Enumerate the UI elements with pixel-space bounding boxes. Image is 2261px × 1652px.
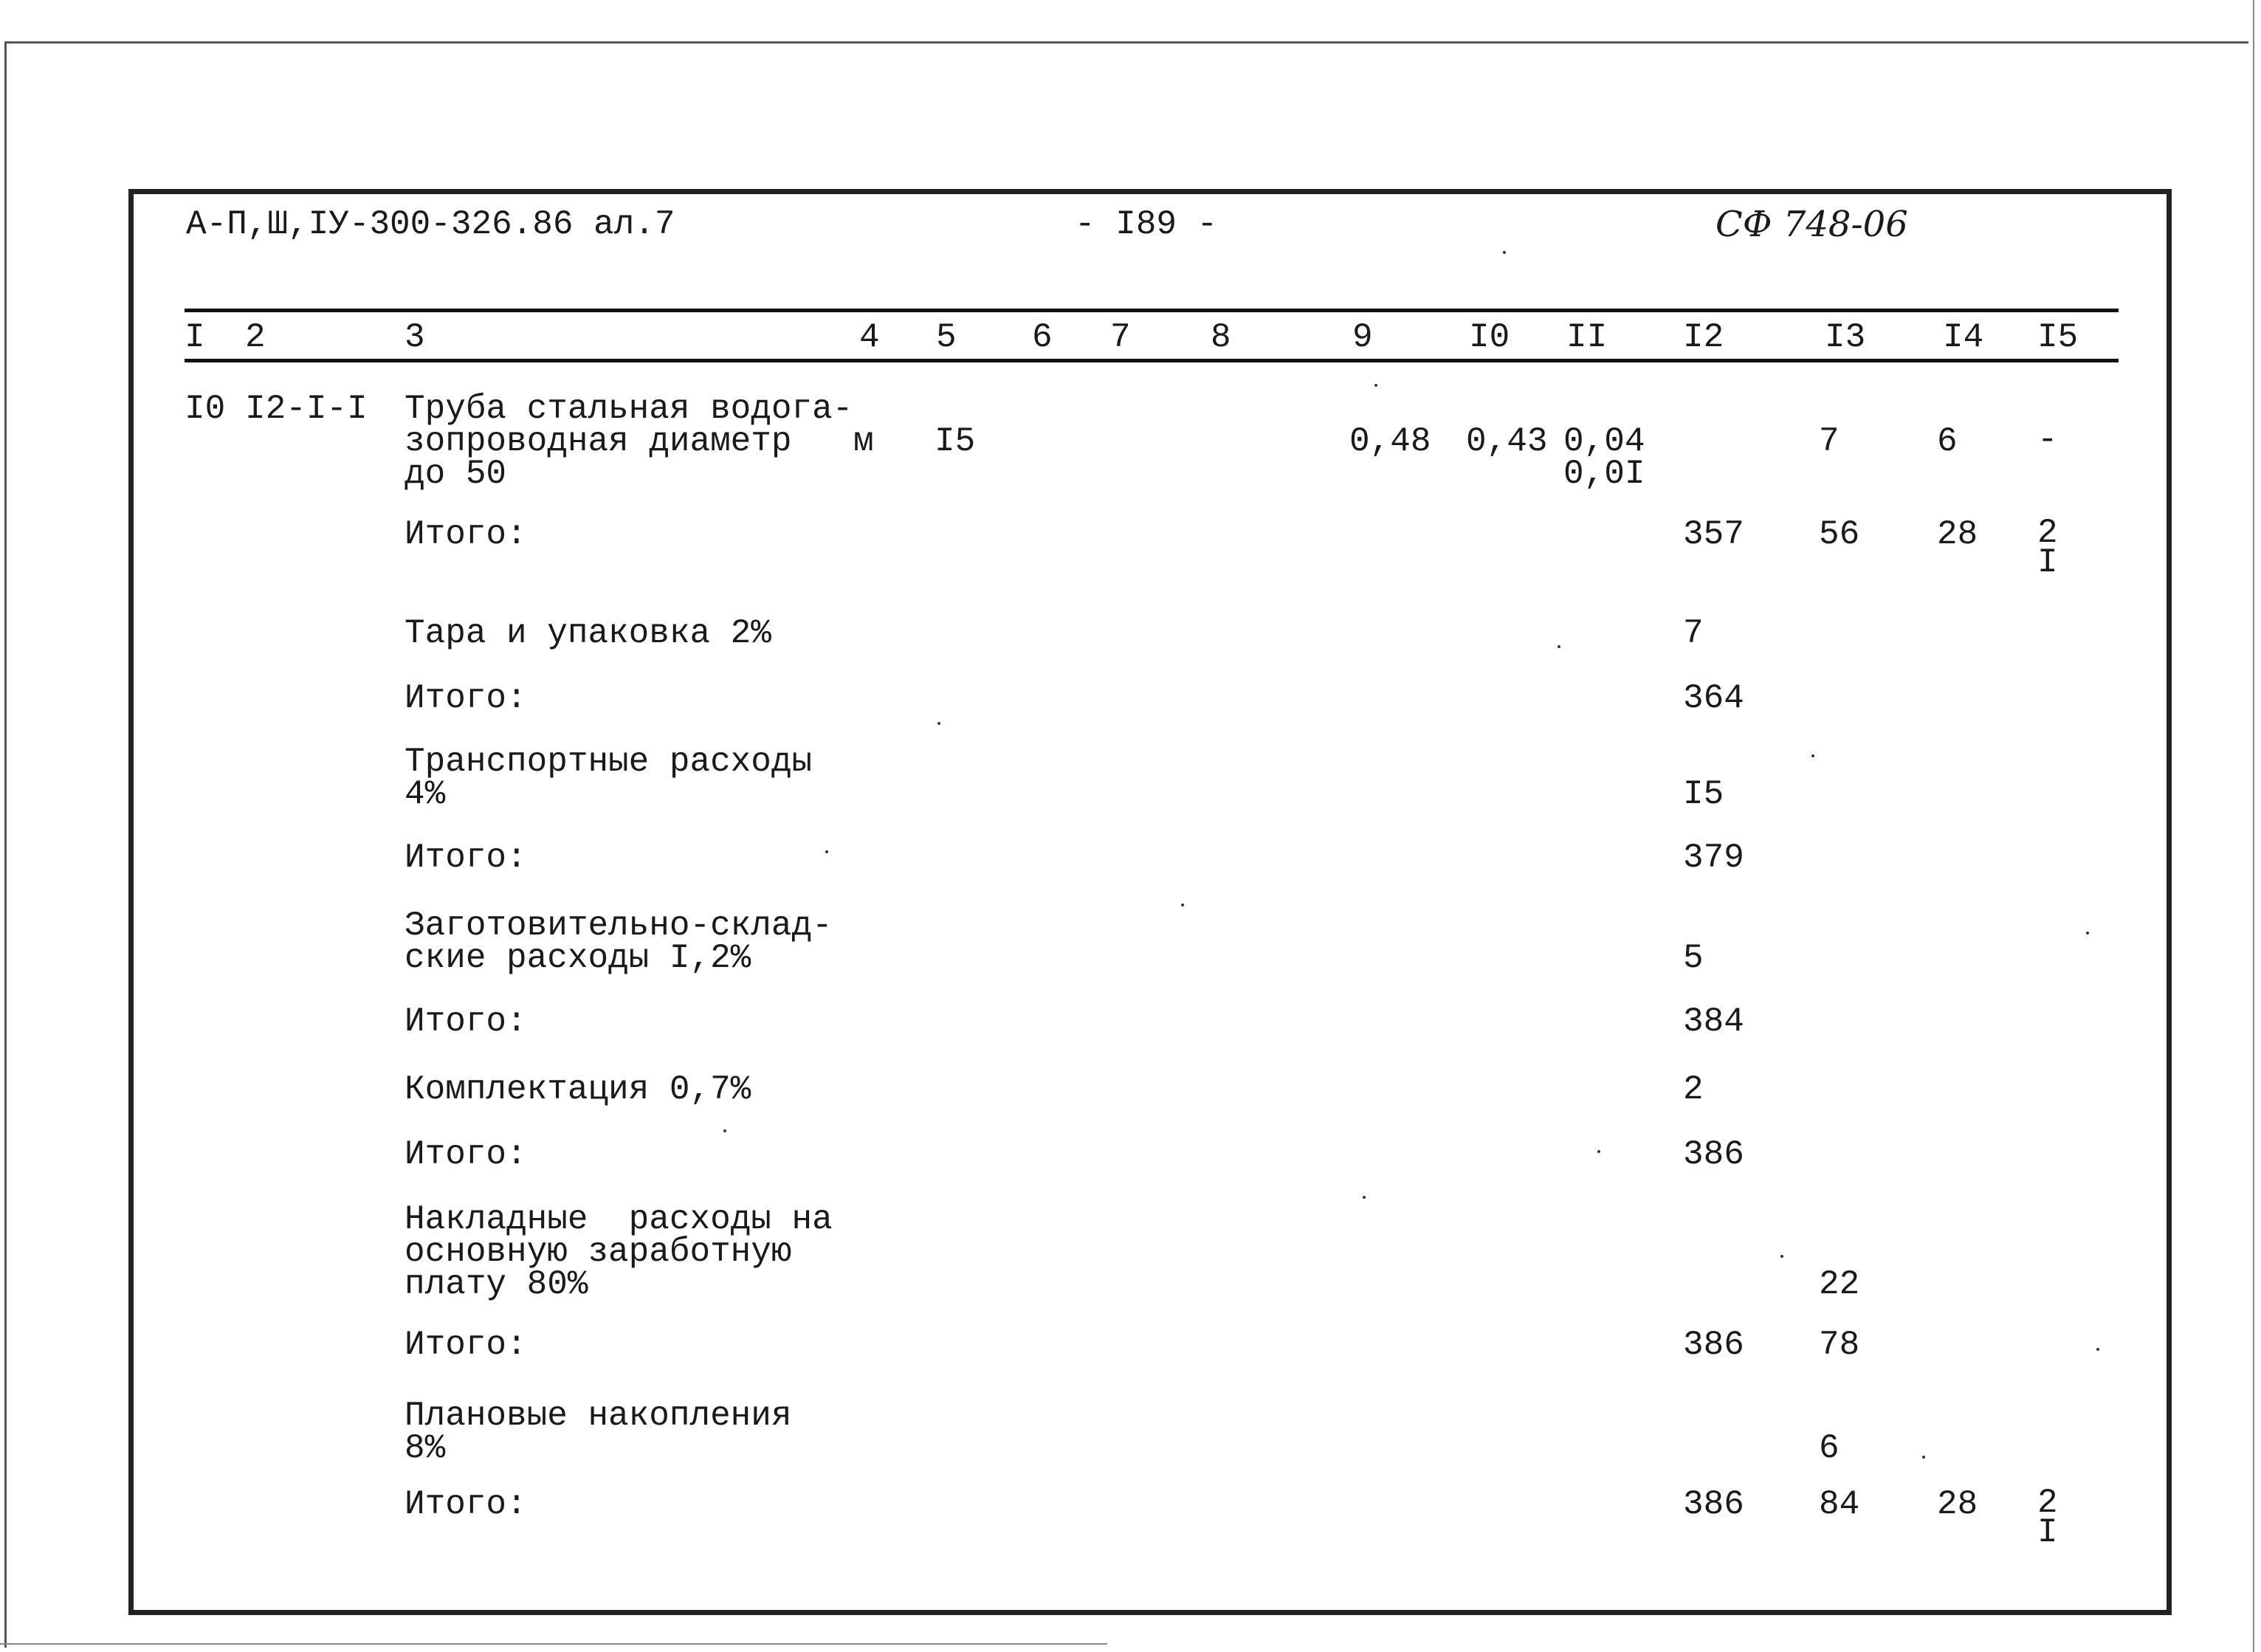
cell-col-13: 6 xyxy=(1819,1429,1840,1467)
scan-speck xyxy=(825,850,828,853)
cell-col-14: 28 xyxy=(1937,1485,1978,1524)
scan-speck xyxy=(2086,932,2089,935)
cell-col-12: 5 xyxy=(1683,939,1704,977)
col-num-1: I xyxy=(185,318,205,357)
cell-col-3: Транспортные расходы 4% xyxy=(405,743,813,813)
scan-speck xyxy=(1503,251,1506,254)
col-num-6: 6 xyxy=(1032,318,1053,357)
col-num-9: 9 xyxy=(1352,318,1373,357)
cell-col-3: Итого: xyxy=(405,1135,527,1174)
page-number: - I89 - xyxy=(1075,205,1218,244)
cell-col-12: 386 xyxy=(1683,1135,1744,1174)
scan-speck xyxy=(723,1129,726,1132)
cell-col-3: Итого: xyxy=(405,1326,527,1364)
header-rule-bottom xyxy=(185,359,2119,362)
scan-speck xyxy=(1558,645,1560,648)
cell-col-12: I5 xyxy=(1683,775,1724,813)
cell-col-3: Итого: xyxy=(405,1002,527,1041)
col-num-4: 4 xyxy=(859,318,880,357)
col-num-14: I4 xyxy=(1943,318,1984,357)
scan-speck xyxy=(2096,1348,2099,1351)
cell-col-12: 364 xyxy=(1683,679,1744,717)
col-num-5: 5 xyxy=(936,318,957,357)
cell-col-13: 22 xyxy=(1819,1265,1860,1304)
scan-speck xyxy=(1374,384,1377,387)
cell-col-15: 2 I xyxy=(2037,514,2058,582)
cell-col-3: Итого: xyxy=(405,515,527,554)
cell-col-13: 78 xyxy=(1819,1326,1860,1364)
col-num-7: 7 xyxy=(1110,318,1131,357)
cell-col-5: I5 xyxy=(935,422,976,461)
scan-speck xyxy=(1363,1196,1366,1199)
doc-code: А-П,Ш,IУ-300-326.86 ал.7 xyxy=(186,205,675,244)
cell-col-12: 384 xyxy=(1683,1002,1744,1041)
cell-col-4: м xyxy=(853,422,874,461)
cell-col-13: 7 xyxy=(1819,422,1840,461)
cell-col-2: I2-I-I xyxy=(245,390,368,428)
cell-col-13: 56 xyxy=(1819,515,1860,554)
scan-speck xyxy=(1181,904,1184,906)
cell-col-11: 0,04 0,0I xyxy=(1563,422,1645,493)
cell-col-3: Накладные расходы на основную заработную плату 80% xyxy=(405,1200,833,1304)
col-num-3: 3 xyxy=(405,318,425,357)
cell-col-12: 386 xyxy=(1683,1326,1744,1364)
cell-col-12: 2 xyxy=(1683,1070,1704,1109)
cell-col-9: 0,48 xyxy=(1349,422,1431,461)
right-scan-edge xyxy=(2253,0,2254,1652)
cell-col-3: Итого: xyxy=(405,839,527,877)
cell-col-14: 28 xyxy=(1937,515,1978,554)
cell-col-3: Итого: xyxy=(405,679,527,717)
stamp-code: СФ 748-06 xyxy=(1715,204,1908,245)
cell-col-3: Заготовительно-склад- ские расходы I,2% xyxy=(405,906,833,977)
cell-col-12: 7 xyxy=(1683,614,1704,653)
scan-speck xyxy=(1780,1255,1783,1258)
scan-speck xyxy=(1597,1150,1600,1153)
cell-col-15: 2 I xyxy=(2037,1484,2058,1552)
col-num-12: I2 xyxy=(1683,318,1724,357)
cell-col-12: 386 xyxy=(1683,1485,1744,1524)
col-num-10: I0 xyxy=(1469,318,1510,357)
col-num-15: I5 xyxy=(2037,318,2079,357)
cell-col-3: Комплектация 0,7% xyxy=(405,1070,751,1109)
cell-col-12: 357 xyxy=(1683,515,1744,554)
col-num-8: 8 xyxy=(1211,318,1231,357)
cell-col-3: Труба стальная водога- зопроводная диаметр до 50 xyxy=(405,390,853,493)
col-num-2: 2 xyxy=(245,318,266,357)
col-num-11: II xyxy=(1566,318,1608,357)
cell-col-3: Итого: xyxy=(405,1485,527,1524)
cell-col-1: I0 xyxy=(185,390,226,428)
cell-col-3: Тара и упаковка 2% xyxy=(405,614,771,653)
cell-col-3: Плановые накопления 8% xyxy=(405,1397,792,1467)
scan-speck xyxy=(1811,754,1814,757)
cell-col-10: 0,43 xyxy=(1466,422,1548,461)
cell-col-13: 84 xyxy=(1819,1485,1860,1524)
col-num-13: I3 xyxy=(1825,318,1866,357)
bottom-scan-edge xyxy=(0,1643,1107,1645)
header-rule-top xyxy=(185,309,2119,312)
scan-speck xyxy=(1922,1456,1925,1459)
cell-col-12: 379 xyxy=(1683,839,1744,877)
cell-col-14: 6 xyxy=(1937,422,1958,461)
scan-speck xyxy=(937,722,940,725)
cell-col-15: - xyxy=(2037,421,2058,459)
